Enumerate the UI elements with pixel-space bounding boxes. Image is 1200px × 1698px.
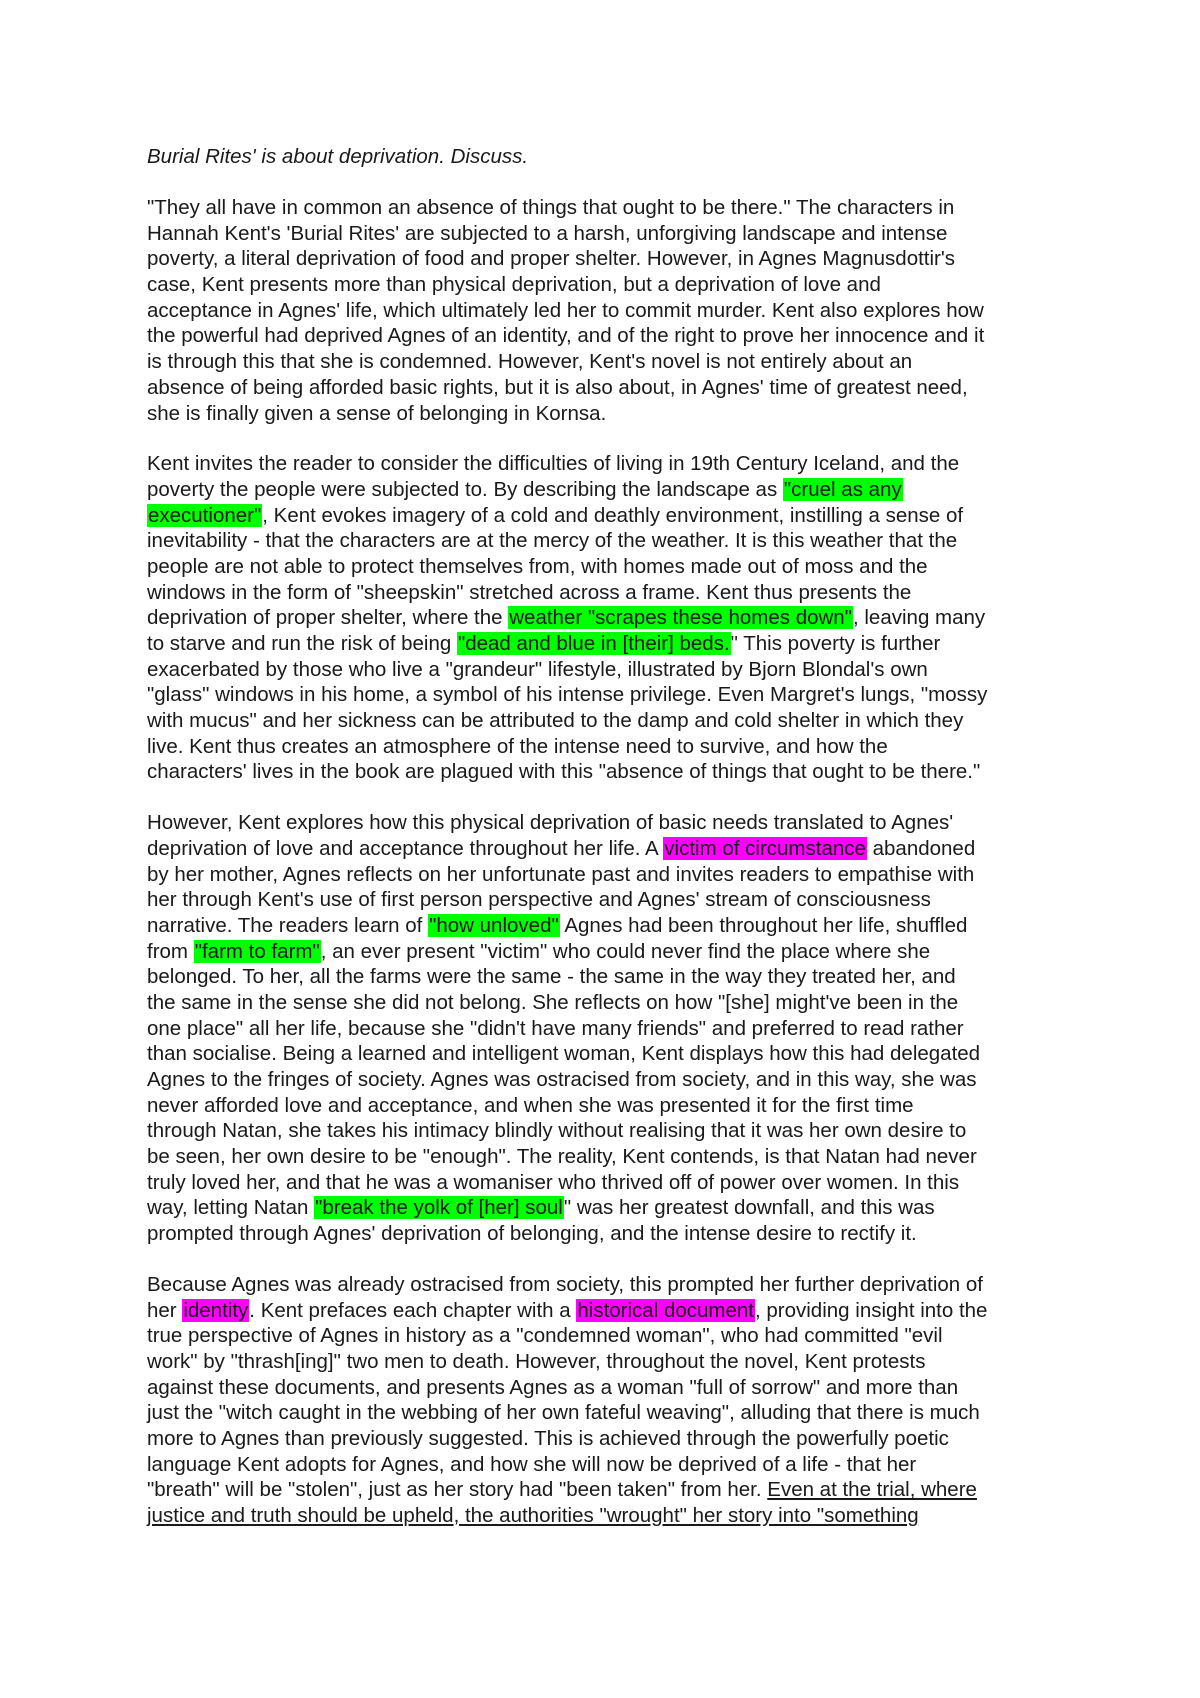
text-line xyxy=(147,1016,1077,1042)
text-line xyxy=(147,451,1077,477)
text-segment: Agnes to the fringes of society. Agnes was ostracised from society, and in this way, she was xyxy=(147,1068,977,1091)
text-line xyxy=(147,734,1077,760)
text-segment: characters' lives in the book are plagued with this "absence of things that ought to be there." xyxy=(147,760,981,784)
paragraph xyxy=(147,810,1077,1247)
text-line xyxy=(147,477,1077,503)
text-segment: be seen, her own desire to be "enough". The reality, Kent contends, is that Natan had never xyxy=(147,1145,977,1169)
text-segment: to starve and run the risk of being xyxy=(147,632,457,655)
text-segment: the powerful had deprived Agnes of an identity, and of the right to prove her innocence and it xyxy=(147,324,985,348)
text-segment: windows in the form of "sheepskin" stretched across a frame. Kent thus presents the xyxy=(147,580,912,604)
text-segment: , Kent evokes imagery of a cold and deathly environment, instilling a sense of xyxy=(262,503,964,527)
text-line xyxy=(147,1041,1077,1067)
text-line xyxy=(147,401,1077,427)
text-segment: live. Kent thus creates an atmosphere of the intense need to survive, and how the xyxy=(147,734,888,758)
text-segment: than socialise. Being a learned and intelligent woman, Kent displays how this had delegated xyxy=(147,1042,981,1066)
text-segment: prompted through Agnes' deprivation of belonging, and the intense desire to rectify it. xyxy=(147,1222,917,1246)
text-line xyxy=(147,246,1077,272)
text-segment: However, Kent explores how this physical deprivation of basic needs translated to Agnes' xyxy=(147,811,954,835)
text-line xyxy=(147,323,1077,349)
text-segment: her xyxy=(147,1298,183,1322)
text-line xyxy=(147,1221,1077,1247)
text-segment: more to Agnes than previously suggested. This is achieved through the powerfully poetic xyxy=(147,1426,949,1450)
text-segment: absence of being afforded basic rights, but it is also about, in Agnes' time of greatest need, xyxy=(147,375,968,399)
text-line xyxy=(147,298,1077,324)
text-segment: with mucus" and her sickness can be attributed to the damp and cold shelter in which they xyxy=(147,709,964,733)
text-segment: , providing insight into the xyxy=(754,1298,988,1322)
text-segment: way, letting Natan xyxy=(147,1196,315,1220)
text-line xyxy=(147,1503,1077,1529)
paragraph xyxy=(147,195,1077,426)
text-segment: from xyxy=(147,939,194,963)
paragraph xyxy=(147,1272,1077,1529)
text-segment: through Natan, she takes his intimacy blindly without realising that it was her own desire to xyxy=(147,1119,967,1143)
green-highlight: "break the yolk of [her] soul xyxy=(315,1196,563,1220)
text-line xyxy=(147,682,1077,708)
text-segment: case, Kent presents more than physical deprivation, but a deprivation of love and xyxy=(147,273,881,297)
text-line xyxy=(147,1323,1077,1349)
magenta-highlight: historical document xyxy=(577,1298,754,1322)
text-segment: poverty the people were subjected to. By describing the landscape as xyxy=(147,477,783,501)
text-line xyxy=(147,1170,1077,1196)
text-segment: she is finally given a sense of belonging in Kornsa. xyxy=(147,401,607,425)
text-line xyxy=(147,862,1077,888)
paragraph xyxy=(147,451,1077,785)
text-line xyxy=(147,349,1077,375)
text-line xyxy=(147,503,1077,529)
text-line xyxy=(147,221,1077,247)
text-line xyxy=(147,708,1077,734)
text-line xyxy=(147,913,1077,939)
text-segment: one place" all her life, because she "didn't have many friends" and preferred to read rather xyxy=(147,1016,964,1040)
text-segment: Agnes had been throughout her life, shuffled xyxy=(559,913,968,937)
text-segment: , an ever present "victim" who could never find the place where she xyxy=(320,939,931,963)
text-line xyxy=(147,1272,1077,1298)
text-line xyxy=(147,1426,1077,1452)
text-segment: just the "witch caught in the webbing of her own fateful weaving", alluding that there is much xyxy=(147,1401,980,1425)
text-segment: work" by "thrash[ing]" two men to death. However, throughout the novel, Kent protests xyxy=(147,1349,926,1373)
text-segment: inevitability - that the characters are at the mercy of the weather. It is this weather that the xyxy=(147,529,958,553)
green-highlight: "cruel as any xyxy=(783,477,902,501)
text-line xyxy=(147,375,1077,401)
text-segment: " was her greatest downfall, and this was xyxy=(563,1196,935,1220)
text-line xyxy=(147,1195,1077,1221)
text-line xyxy=(147,528,1077,554)
text-line xyxy=(147,1452,1077,1478)
text-line xyxy=(147,1375,1077,1401)
text-line xyxy=(147,887,1077,913)
text-segment: , leaving many xyxy=(852,606,986,630)
text-line xyxy=(147,195,1077,221)
text-segment: belonged. To her, all the farms were the same - the same in the way they treated her, and xyxy=(147,965,956,989)
text-segment: abandoned xyxy=(866,836,976,860)
text-segment: Because Agnes was already ostracised from society, this prompted her further deprivation of xyxy=(147,1272,983,1296)
text-line xyxy=(147,1067,1077,1093)
magenta-highlight: identity xyxy=(183,1298,249,1322)
text-line xyxy=(147,605,1077,631)
text-line xyxy=(147,759,1077,785)
text-line xyxy=(147,1093,1077,1119)
underlined-text: justice and truth should be upheld, the authorities "wrought" her story into "something xyxy=(147,1504,919,1527)
text-line xyxy=(147,1118,1077,1144)
text-line xyxy=(147,1477,1077,1503)
text-segment: never afforded love and acceptance, and when she was presented it for the first time xyxy=(147,1093,914,1117)
text-segment: poverty, a literal deprivation of food and proper shelter. However, in Agnes Magnusdottir's xyxy=(147,247,956,271)
text-line xyxy=(147,657,1077,683)
green-highlight: "farm to farm" xyxy=(194,939,320,963)
text-line xyxy=(147,990,1077,1016)
text-segment: deprivation of love and acceptance throughout her life. A xyxy=(147,836,664,860)
text-segment: "They all have in common an absence of things that ought to be there." The characters in xyxy=(147,196,955,219)
text-line xyxy=(147,939,1077,965)
text-line xyxy=(147,1298,1077,1324)
text-segment: truly loved her, and that he was a womaniser who thrived off of power over women. In this xyxy=(147,1170,960,1194)
text-segment: acceptance in Agnes' life, which ultimately led her to commit murder. Kent also explores how xyxy=(147,298,984,322)
text-line xyxy=(147,554,1077,580)
text-line xyxy=(147,631,1077,657)
essay-body xyxy=(147,144,1077,1554)
essay-title: Burial Rites' is about deprivation. Discuss. xyxy=(147,145,529,168)
text-segment: deprivation of proper shelter, where the xyxy=(147,606,509,630)
text-line xyxy=(147,1400,1077,1426)
text-segment: Kent invites the reader to consider the difficulties of living in 19th Century Iceland, and the xyxy=(147,452,960,476)
green-highlight: "how unloved" xyxy=(429,913,559,937)
text-segment: the same in the sense she did not belong. She reflects on how "[she] might've been in the xyxy=(147,990,959,1014)
green-highlight: "dead and blue in [their] beds. xyxy=(457,632,730,655)
text-segment: Hannah Kent's 'Burial Rites' are subjected to a harsh, unforgiving landscape and intense xyxy=(147,221,948,245)
magenta-highlight: victim of circumstance xyxy=(664,836,866,860)
text-segment: . Kent prefaces each chapter with a xyxy=(249,1298,577,1322)
text-segment: language Kent adopts for Agnes, and how she will now be deprived of a life - that her xyxy=(147,1452,917,1476)
text-line xyxy=(147,272,1077,298)
text-line xyxy=(147,580,1077,606)
text-line xyxy=(147,836,1077,862)
text-line xyxy=(147,964,1077,990)
text-segment: is through this that she is condemned. However, Kent's novel is not entirely about an xyxy=(147,350,913,374)
text-line xyxy=(147,1349,1077,1375)
text-segment: " This poverty is further xyxy=(730,632,941,655)
green-highlight: weather "scrapes these homes down" xyxy=(509,606,852,630)
green-highlight: executioner" xyxy=(148,503,262,527)
text-segment: against these documents, and presents Agnes as a woman "full of sorrow" and more than xyxy=(147,1375,959,1399)
text-line xyxy=(147,1144,1077,1170)
text-segment: exacerbated by those who live a "grandeur" lifestyle, illustrated by Bjorn Blondal's own xyxy=(147,657,928,681)
text-segment: people are not able to protect themselves from, with homes made out of moss and the xyxy=(147,554,928,578)
text-segment: her through Kent's use of first person perspective and Agnes' stream of consciousness xyxy=(147,888,931,912)
text-line xyxy=(147,810,1077,836)
essay-paragraphs xyxy=(147,195,1077,1529)
text-segment: true perspective of Agnes in history as a "condemned woman", who had committed "evil xyxy=(147,1324,943,1348)
text-segment: narrative. The readers learn of xyxy=(147,913,429,937)
text-segment: "breath" will be "stolen", just as her story had "been taken" from her. xyxy=(147,1478,768,1502)
text-segment: "glass" windows in his home, a symbol of his intense privilege. Even Margret's lungs, "mossy xyxy=(147,683,988,707)
text-segment: by her mother, Agnes reflects on her unfortunate past and invites readers to empathise with xyxy=(147,862,975,886)
underlined-text: Even at the trial, where xyxy=(767,1478,977,1502)
